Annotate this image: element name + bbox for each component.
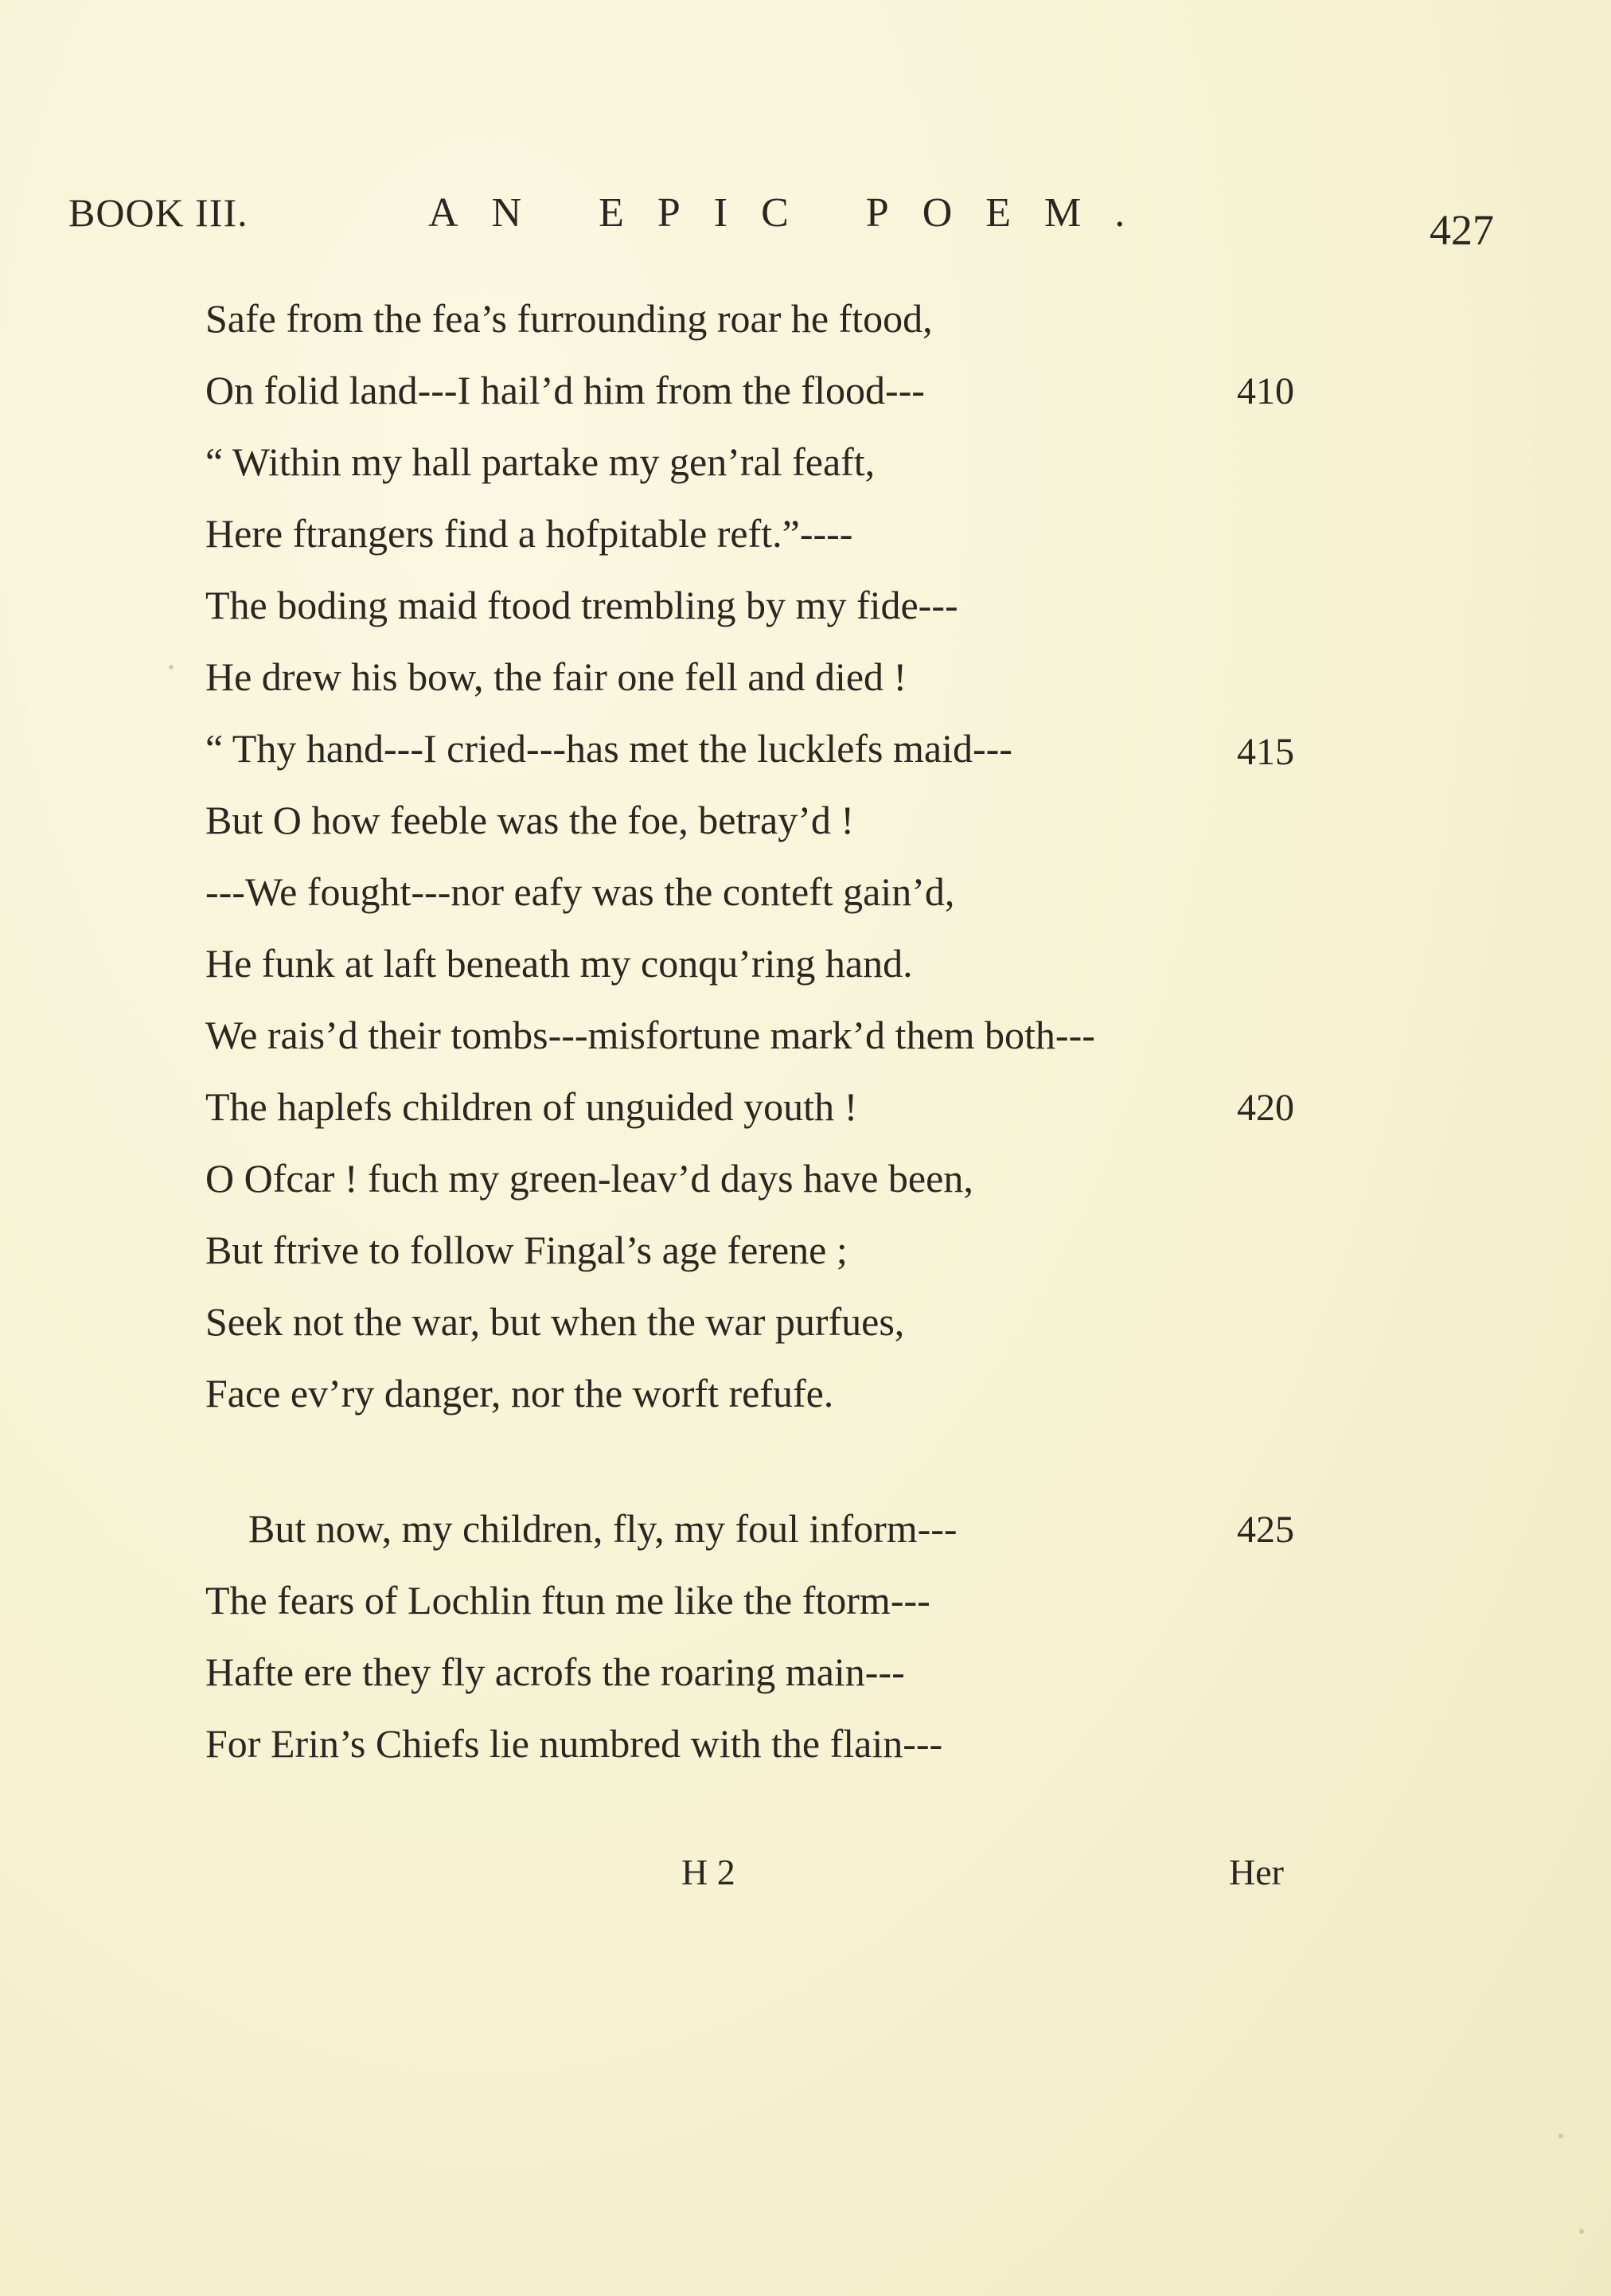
- line-number: 410: [1237, 370, 1294, 412]
- verse-line: He funk at laft beneath my conqu’ring hand.: [205, 941, 913, 986]
- running-header: [0, 189, 1611, 253]
- running-title: AN EPIC POEM.: [428, 190, 1159, 236]
- verse-line: ---We fought---nor eafy was the conteft gain’d,: [205, 869, 955, 914]
- verse-line: But ftrive to follow Fingal’s age ferene ;: [205, 1228, 848, 1272]
- verse-line: “ Within my hall partake my gen’ral feaft,: [205, 439, 876, 484]
- verse-line: Safe from the fea’s furrounding roar he ftood,: [205, 296, 933, 341]
- verse-line: We rais’d their tombs---misfortune mark’d them both---: [205, 1013, 1095, 1057]
- page-number: 427: [1430, 206, 1494, 254]
- verse-line: “ Thy hand---I cried---has met the lucklefs maid---: [205, 726, 1012, 771]
- line-number: 425: [1237, 1509, 1294, 1551]
- verse-line: The fears of Lochlin ftun me like the ftorm---: [205, 1578, 930, 1622]
- catchword: Her: [1229, 1852, 1284, 1892]
- paper-speck: [169, 665, 174, 670]
- verse-line: Hafte ere they fly acrofs the roaring main---: [205, 1650, 905, 1694]
- verse-line: Face ev’ry danger, nor the worft refufe.: [205, 1371, 834, 1415]
- verse-line: O Ofcar ! fuch my green-leav’d days have been,: [205, 1156, 973, 1201]
- signature-mark: H 2: [681, 1852, 735, 1892]
- line-number: 420: [1237, 1087, 1294, 1129]
- paper-speck: [1579, 2229, 1584, 2234]
- paper-speck: [1558, 2134, 1563, 2138]
- verse-line: For Erin’s Chiefs lie numbred with the flain---: [205, 1721, 943, 1766]
- verse-line: He drew his bow, the fair one fell and died !: [205, 654, 907, 699]
- line-number: 415: [1237, 731, 1294, 773]
- verse-line: But now, my children, fly, my foul inform---: [248, 1506, 958, 1551]
- verse-line: Here ftrangers find a hofpitable reft.”----: [205, 511, 853, 556]
- verse-line: The boding maid ftood trembling by my fide---: [205, 583, 958, 627]
- book-label: BOOK III.: [68, 190, 248, 235]
- verse-line: The haplefs children of unguided youth !: [205, 1084, 858, 1129]
- verse-line: Seek not the war, but when the war purfues,: [205, 1299, 905, 1344]
- verse-line: But O how feeble was the foe, betray’d !: [205, 798, 854, 842]
- verse-line: On folid land---I hail’d him from the flood---: [205, 368, 925, 412]
